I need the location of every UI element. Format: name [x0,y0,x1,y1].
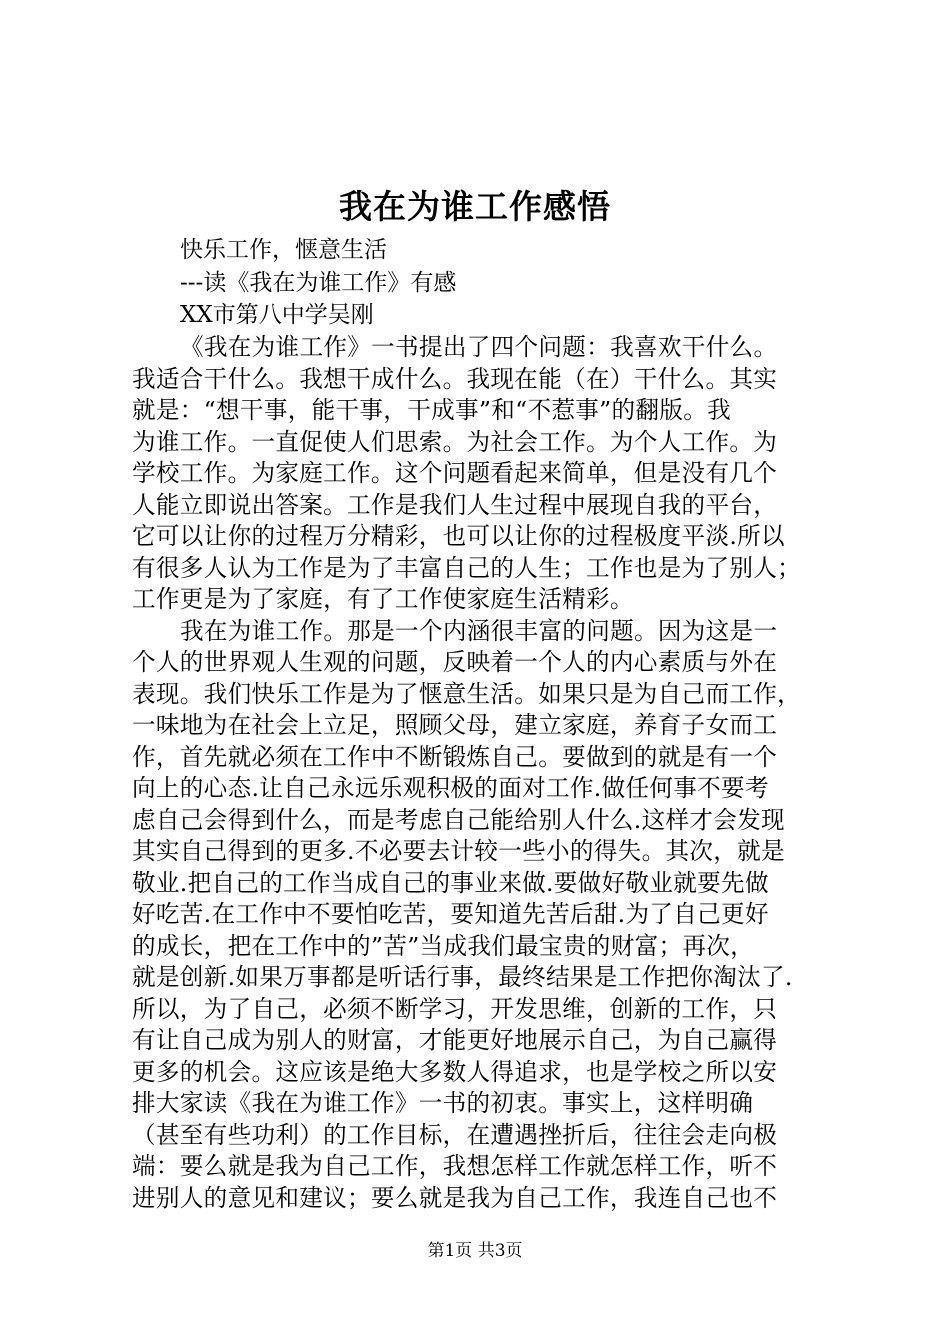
paragraph-line: 的成长，把在工作中的”苦”当成我们最宝贵的财富；再次， [132,932,755,960]
paragraph-line: 《我在为谁工作》一书提出了四个问题：我喜欢干什么。 [180,333,778,361]
paragraph-line: 虑自己会得到什么，而是考虑自己能给别人什么.这样才会发现 [132,806,785,834]
paragraph-line: 就是创新.如果万事都是听话行事，最终结果是工作把你淘汰了. [132,963,793,991]
paragraph-line: 作，首先就必须在工作中不断锻炼自己。要做到的就是有一个 [132,743,778,771]
subtitle-line: 快乐工作，惬意生活 [180,237,387,263]
paragraph-line: 有很多人认为工作是为了丰富自己的人生；工作也是为了别人； [132,554,802,582]
paragraph-line: 我在为谁工作。那是一个内涵很丰富的问题。因为这是一 [180,617,778,645]
paragraph-line: 其实自己得到的更多.不必要去计较一些小的得失。其次，就是 [132,837,785,865]
paragraph-line: 有让自己成为别人的财富，才能更好地展示自己，为自己赢得 [132,1026,778,1054]
page-number-footer: 第1页 共3页 [427,1241,523,1261]
document-title: 我在为谁工作感悟 [339,187,611,226]
paragraph-line: 个人的世界观人生观的问题，反映着一个人的内心素质与外在 [132,648,778,676]
subtitle-source-line: ---读《我在为谁工作》有感 [180,270,457,296]
paragraph-line: 敬业.把自己的工作当成自己的事业来做.要做好敬业就要先做 [132,869,769,897]
paragraph-line: 它可以让你的过程万分精彩，也可以让你的过程极度平淡.所以 [132,522,785,550]
paragraph-line: 更多的机会。这应该是绝大多数人得追求，也是学校之所以安 [132,1058,778,1086]
paragraph-line: 就是：“想干事，能干事，干成事”和“不惹事”的翻版。我 [132,396,732,424]
paragraph-line: 排大家读《我在为谁工作》一书的初衷。事实上，这样明确 [132,1089,754,1117]
paragraph-line: 为谁工作。一直促使人们思索。为社会工作。为个人工作。为 [132,428,778,456]
paragraph-line: 学校工作。为家庭工作。这个问题看起来简单，但是没有几个 [132,459,778,487]
paragraph-line: 表现。我们快乐工作是为了惬意生活。如果只是为自己而工作， [132,680,802,708]
paragraph-line: 端：要么就是我为自己工作，我想怎样工作就怎样工作，听不 [132,1152,778,1180]
paragraph-line: （甚至有些功利）的工作目标，在遭遇挫折后，往往会走向极 [132,1121,778,1149]
paragraph-line: 好吃苦.在工作中不要怕吃苦，要知道先苦后甜.为了自己更好 [132,900,769,928]
paragraph-line: 进别人的意见和建议；要么就是我为自己工作，我连自己也不 [132,1184,778,1212]
paragraph-line: 人能立即说出答案。工作是我们人生过程中展现自我的平台， [132,491,778,519]
author-line: XX市第八中学吴刚 [180,302,374,328]
paragraph-line: 所以，为了自己，必须不断学习，开发思维，创新的工作，只 [132,995,778,1023]
paragraph-line: 我适合干什么。我想干成什么。我现在能（在）干什么。其实 [132,365,778,393]
paragraph-line: 工作更是为了家庭，有了工作使家庭生活精彩。 [132,585,634,613]
paragraph-line: 向上的心态.让自己永远乐观积极的面对工作.做任何事不要考 [132,774,769,802]
paragraph-line: 一味地为在社会上立足，照顾父母，建立家庭，养育子女而工 [132,711,778,739]
